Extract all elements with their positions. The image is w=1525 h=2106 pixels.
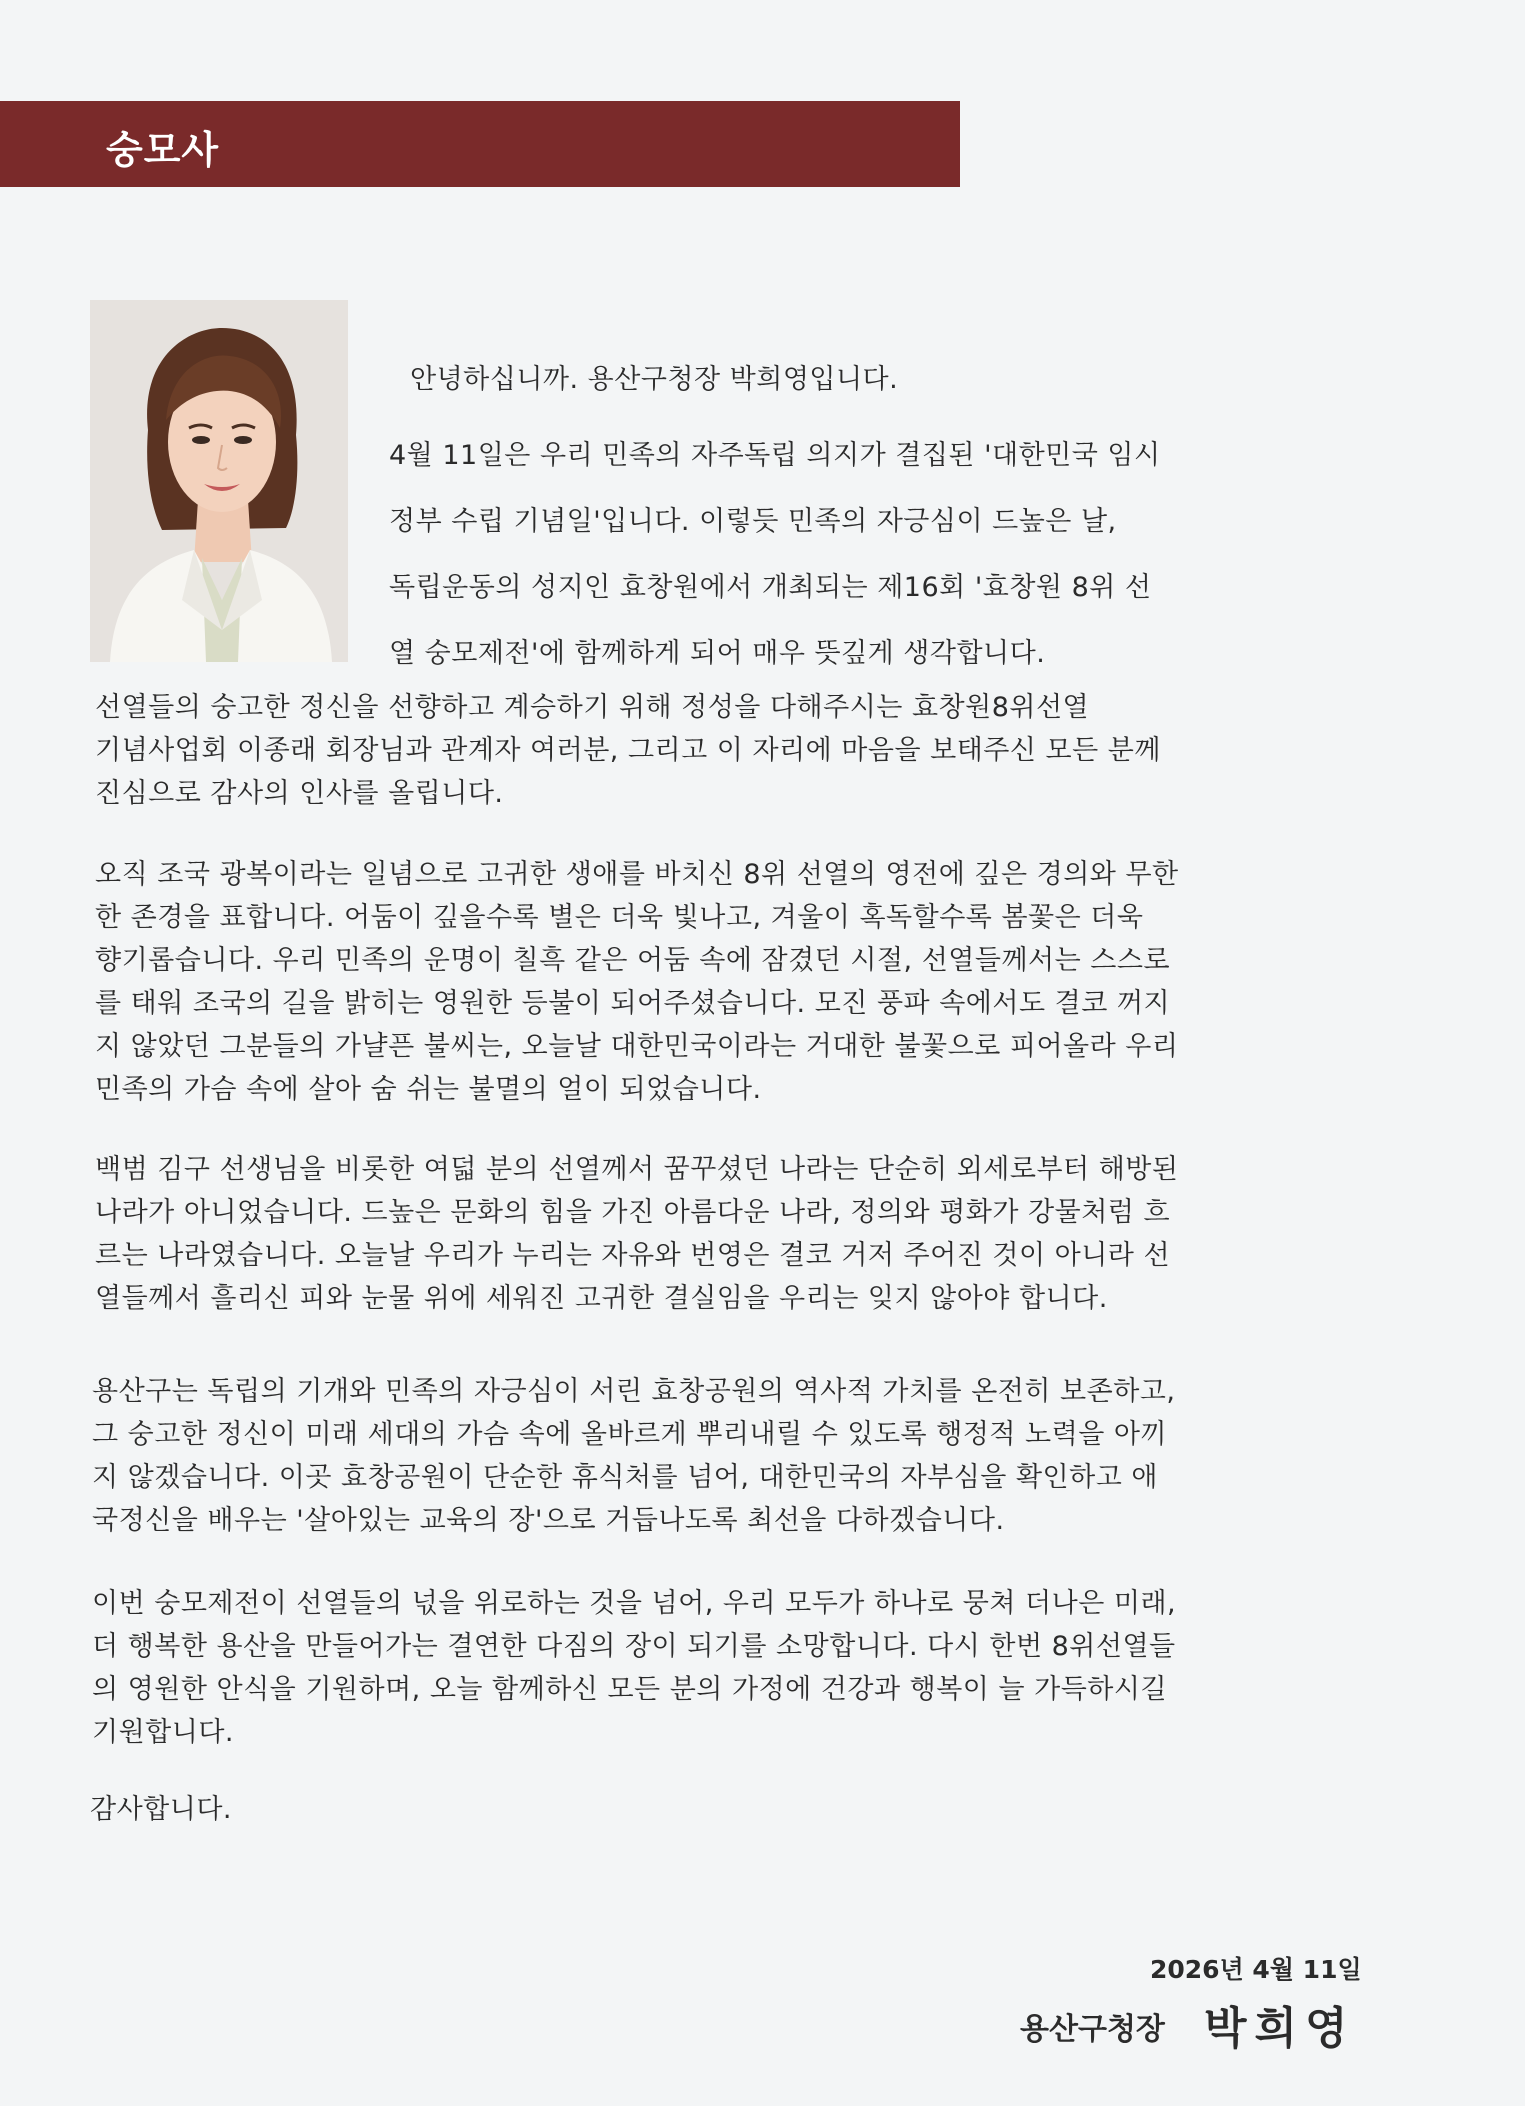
text-line: 지 않았던 그분들의 가냘픈 불씨는, 오늘날 대한민국이라는 거대한 불꽃으로 피어올라 우리 bbox=[95, 1031, 1179, 1062]
text-line: 지 않겠습니다. 이곳 효창공원이 단순한 휴식처를 넘어, 대한민국의 자부심을 확인하고 애 bbox=[92, 1462, 1158, 1493]
text-line: 진심으로 감사의 인사를 올립니다. bbox=[95, 778, 504, 809]
paragraph-2 bbox=[95, 853, 1179, 1111]
paragraph-4 bbox=[92, 1370, 1175, 1542]
text-line: 독립운동의 성지인 효창원에서 개최되는 제16회 '효창원 8위 선 bbox=[389, 572, 1152, 603]
paragraph-3 bbox=[95, 1148, 1178, 1320]
text-line: 향기롭습니다. 우리 민족의 운명이 칠흑 같은 어둠 속에 잠겼던 시절, 선열들께서는 스스로 bbox=[95, 945, 1171, 976]
text-line: 국정신을 배우는 '살아있는 교육의 장'으로 거듭나도록 최선을 다하겠습니다. bbox=[92, 1505, 1005, 1536]
intro-paragraph bbox=[389, 434, 1161, 676]
text-line: 열들께서 흘리신 피와 눈물 위에 세워진 고귀한 결실임을 우리는 잊지 않아야 합니다. bbox=[95, 1283, 1108, 1314]
greeting bbox=[410, 358, 898, 402]
closing bbox=[90, 1788, 232, 1831]
text-line: 를 태워 조국의 길을 밝히는 영원한 등불이 되어주셨습니다. 모진 풍파 속에서도 결코 꺼지 bbox=[95, 988, 1171, 1019]
text-line: 열 숭모제전'에 함께하게 되어 매우 뜻깊게 생각합니다. bbox=[389, 638, 1046, 669]
text-line: 백범 김구 선생님을 비롯한 여덟 분의 선열께서 꿈꾸셨던 나라는 단순히 외세로부터 해방된 bbox=[95, 1154, 1179, 1185]
text-line: 기원합니다. bbox=[92, 1717, 234, 1748]
text-line: 르는 나라였습니다. 오늘날 우리가 누리는 자유와 번영은 결코 거저 주어진 것이 아니라 선 bbox=[95, 1240, 1171, 1271]
text-line: 4월 11일은 우리 민족의 자주독립 의지가 결집된 '대한민국 임시 bbox=[389, 440, 1161, 471]
text-line: 그 숭고한 정신이 미래 세대의 가슴 속에 올바르게 뿌리내릴 수 있도록 행정적 노력을 아끼 bbox=[92, 1419, 1168, 1450]
text-line: 이번 숭모제전이 선열들의 넋을 위로하는 것을 넘어, 우리 모두가 하나로 뭉쳐 더나은 미래, bbox=[92, 1588, 1177, 1619]
text-line: 선열들의 숭고한 정신을 선향하고 계승하기 위해 정성을 다해주시는 효창원8위선열 bbox=[95, 692, 1090, 723]
title-banner bbox=[0, 101, 960, 187]
signature-title: 용산구청장 bbox=[1020, 2012, 1165, 2047]
text-line: 더 행복한 용산을 만들어가는 결연한 다짐의 장이 되기를 소망합니다. 다시 한번 8위선열들 bbox=[92, 1631, 1176, 1662]
text-line: 한 존경을 표합니다. 어둠이 깊을수록 별은 더욱 빛나고, 겨울이 혹독할수록 봄꽃은 더욱 bbox=[95, 902, 1144, 933]
paragraph-5 bbox=[92, 1582, 1176, 1754]
text-line: 기념사업회 이종래 회장님과 관계자 여러분, 그리고 이 자리에 마음을 보태주신 모든 분께 bbox=[95, 735, 1161, 766]
page-title: 숭모사 bbox=[106, 128, 220, 172]
text-line: 의 영원한 안식을 기원하며, 오늘 함께하신 모든 분의 가정에 건강과 행복이 늘 가득하시길 bbox=[92, 1674, 1168, 1705]
text-line: 오직 조국 광복이라는 일념으로 고귀한 생애를 바치신 8위 선열의 영전에 깊은 경의와 무한 bbox=[95, 859, 1179, 890]
closing-line: 감사합니다. bbox=[90, 1794, 232, 1825]
portrait-image bbox=[90, 300, 348, 662]
greeting-line: 안녕하십니까. 용산구청장 박희영입니다. bbox=[410, 364, 899, 395]
paragraph-1 bbox=[95, 686, 1161, 815]
portrait-photo bbox=[90, 300, 348, 662]
signature-name: 박희영 bbox=[1204, 2003, 1356, 2054]
text-line: 민족의 가슴 속에 살아 숨 쉬는 불멸의 얼이 되었습니다. bbox=[95, 1074, 762, 1105]
text-line: 나라가 아니었습니다. 드높은 문화의 힘을 가진 아름다운 나라, 정의와 평화가 강물처럼 흐 bbox=[95, 1197, 1171, 1228]
signature-date: 2026년 4월 11일 bbox=[1150, 1955, 1362, 1984]
text-line: 정부 수립 기념일'입니다. 이렇듯 민족의 자긍심이 드높은 날, bbox=[389, 506, 1117, 537]
text-line: 용산구는 독립의 기개와 민족의 자긍심이 서린 효창공원의 역사적 가치를 온전히 보존하고, bbox=[92, 1376, 1176, 1407]
